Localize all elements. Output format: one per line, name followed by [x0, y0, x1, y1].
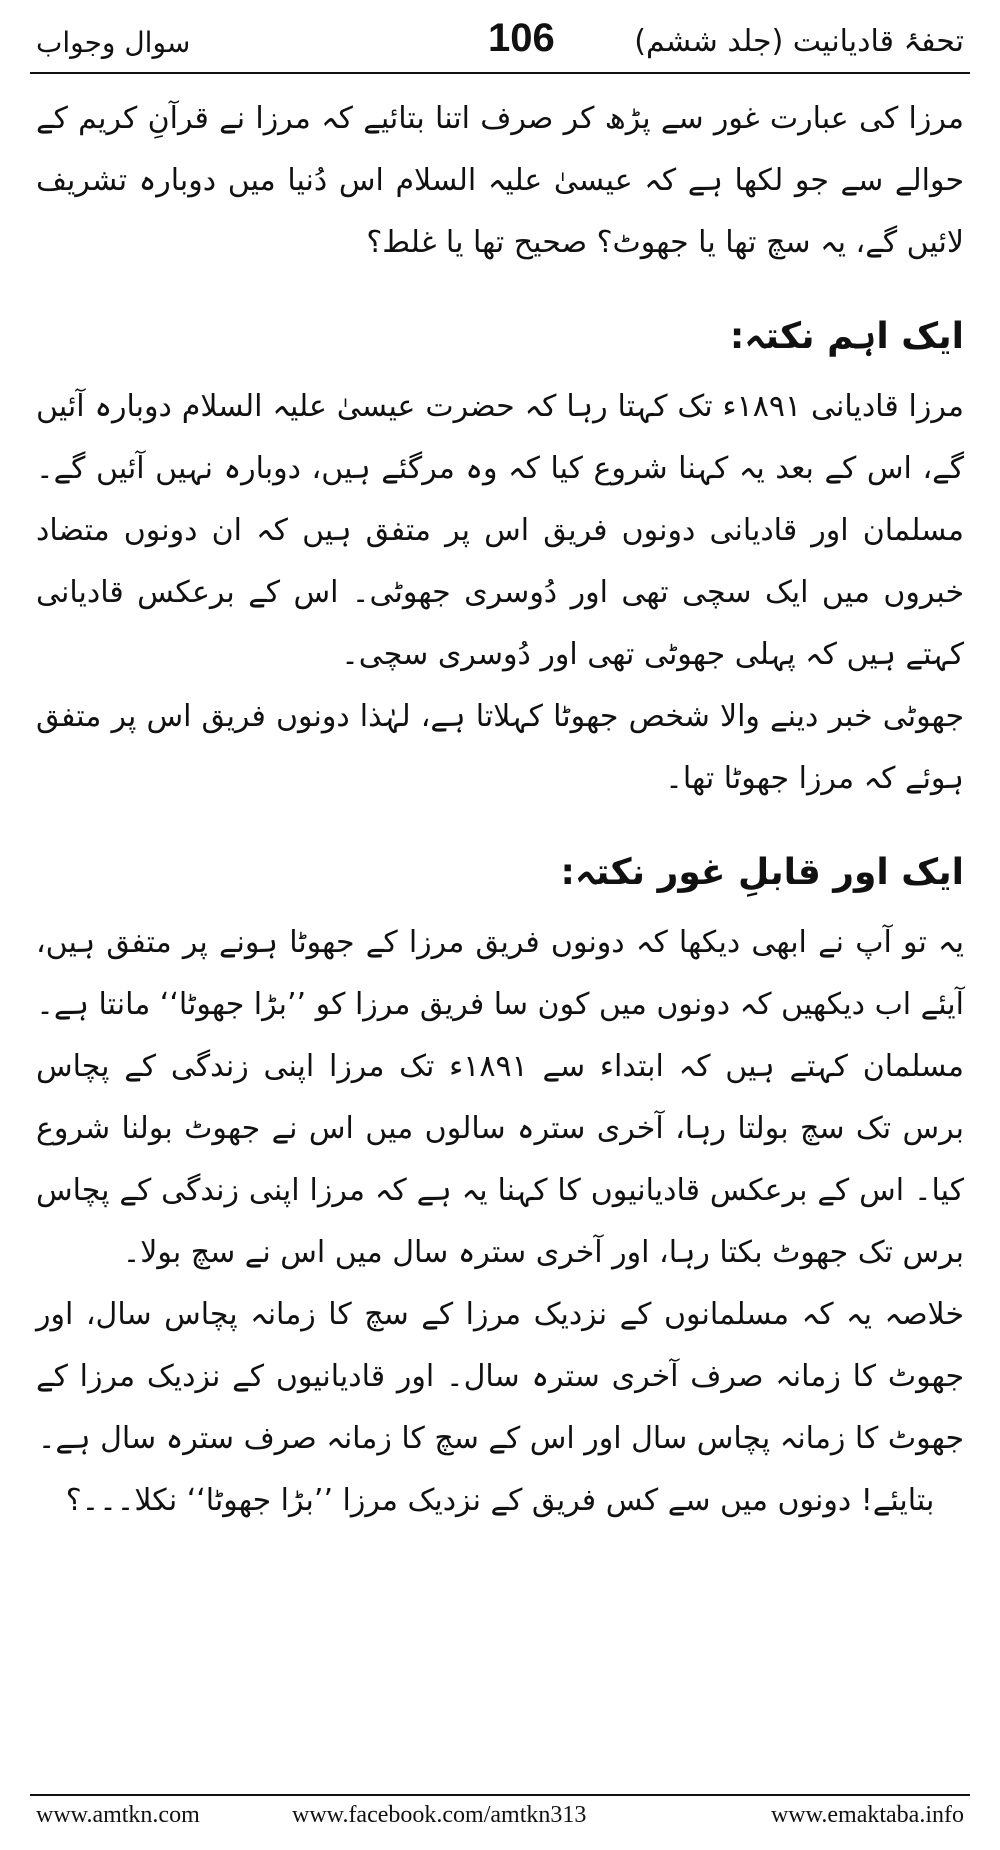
- section-heading: ایک اہم نکتہ:: [729, 316, 964, 357]
- page-header: [36, 14, 964, 62]
- header-divider: [30, 72, 970, 74]
- book-title: تحفۂ قادیانیت (جلد ششم): [634, 24, 964, 59]
- paragraph: مرزا قادیانی ۱۸۹۱ء تک کہتا رہا کہ حضرت عیسیٰ علیہ السلام دوبارہ آئیں گے، اس کے بعد یہ کہنا شروع کیا کہ وہ مرگئے ہیں، دوبارہ نہیں آئیں گے۔ مسلمان اور قادیانی دونوں فریق اس پر متفق ہیں کہ ان دونوں متضاد خبروں میں ایک سچی تھی اور دُوسری جھوٹی۔ اس کے برعکس قادیانی کہتے ہیں کہ پہلی جھوٹی تھی اور دُوسری سچی۔: [36, 389, 964, 672]
- paragraph: جھوٹی خبر دینے والا شخص جھوٹا کہلاتا ہے، لہٰذا دونوں فریق اس پر متفق ہوئے کہ مرزا جھوٹا تھا۔: [36, 699, 964, 796]
- footer-link-facebook[interactable]: www.facebook.com/amtkn313: [292, 1802, 587, 1828]
- paragraph: مرزا کی عبارت غور سے پڑھ کر صرف اتنا بتائیے کہ مرزا نے قرآنِ کریم کے حوالے سے جو لکھا ہے کہ عیسیٰ علیہ السلام اس دُنیا میں دوبارہ تشریف لائیں گے، یہ سچ تھا یا جھوٹ؟ صحیح تھا یا غلط؟: [36, 101, 964, 260]
- paragraph: مسلمان کہتے ہیں کہ ابتداء سے ۱۸۹۱ء تک مرزا اپنی زندگی کے پچاس برس تک سچ بولتا رہا، آخری سترہ سالوں میں اس نے جھوٹ بولنا شروع کیا۔ اس کے برعکس قادیانیوں کا کہنا یہ ہے کہ مرزا اپنی زندگی کے پچاس برس تک جھوٹ بکتا رہا، اور آخری سترہ سال میں اس نے سچ بولا۔: [36, 1049, 964, 1270]
- section-title: سوال وجواب: [36, 26, 191, 59]
- paragraph: خلاصہ یہ کہ مسلمانوں کے نزدیک مرزا کے سچ کا زمانہ پچاس سال، اور جھوٹ کا زمانہ صرف آخری سترہ سال۔ اور قادیانیوں کے نزدیک مرزا کے جھوٹ کا زمانہ پچاس سال اور اس کے سچ کا زمانہ صرف سترہ سال ہے۔: [36, 1297, 964, 1456]
- footer-divider: [30, 1794, 970, 1796]
- page-body: [36, 88, 964, 1748]
- page-footer: [36, 1802, 964, 1836]
- closing-question: بتایئے! دونوں میں سے کس فریق کے نزدیک مرزا ’’بڑا جھوٹا‘‘ نکلا۔۔۔؟: [65, 1483, 935, 1518]
- footer-link-emaktaba[interactable]: www.emaktaba.info: [770, 1802, 964, 1828]
- page-number: 106: [488, 16, 555, 60]
- paragraph: یہ تو آپ نے ابھی دیکھا کہ دونوں فریق مرزا کے جھوٹا ہونے پر متفق ہیں، آیئے اب دیکھیں کہ دونوں میں کون سا فریق مرزا کو ’’بڑا جھوٹا‘‘ مانتا ہے۔: [36, 925, 964, 1022]
- footer-link-amtkn[interactable]: www.amtkn.com: [36, 1802, 200, 1828]
- section-heading: ایک اور قابلِ غور نکتہ:: [560, 852, 964, 893]
